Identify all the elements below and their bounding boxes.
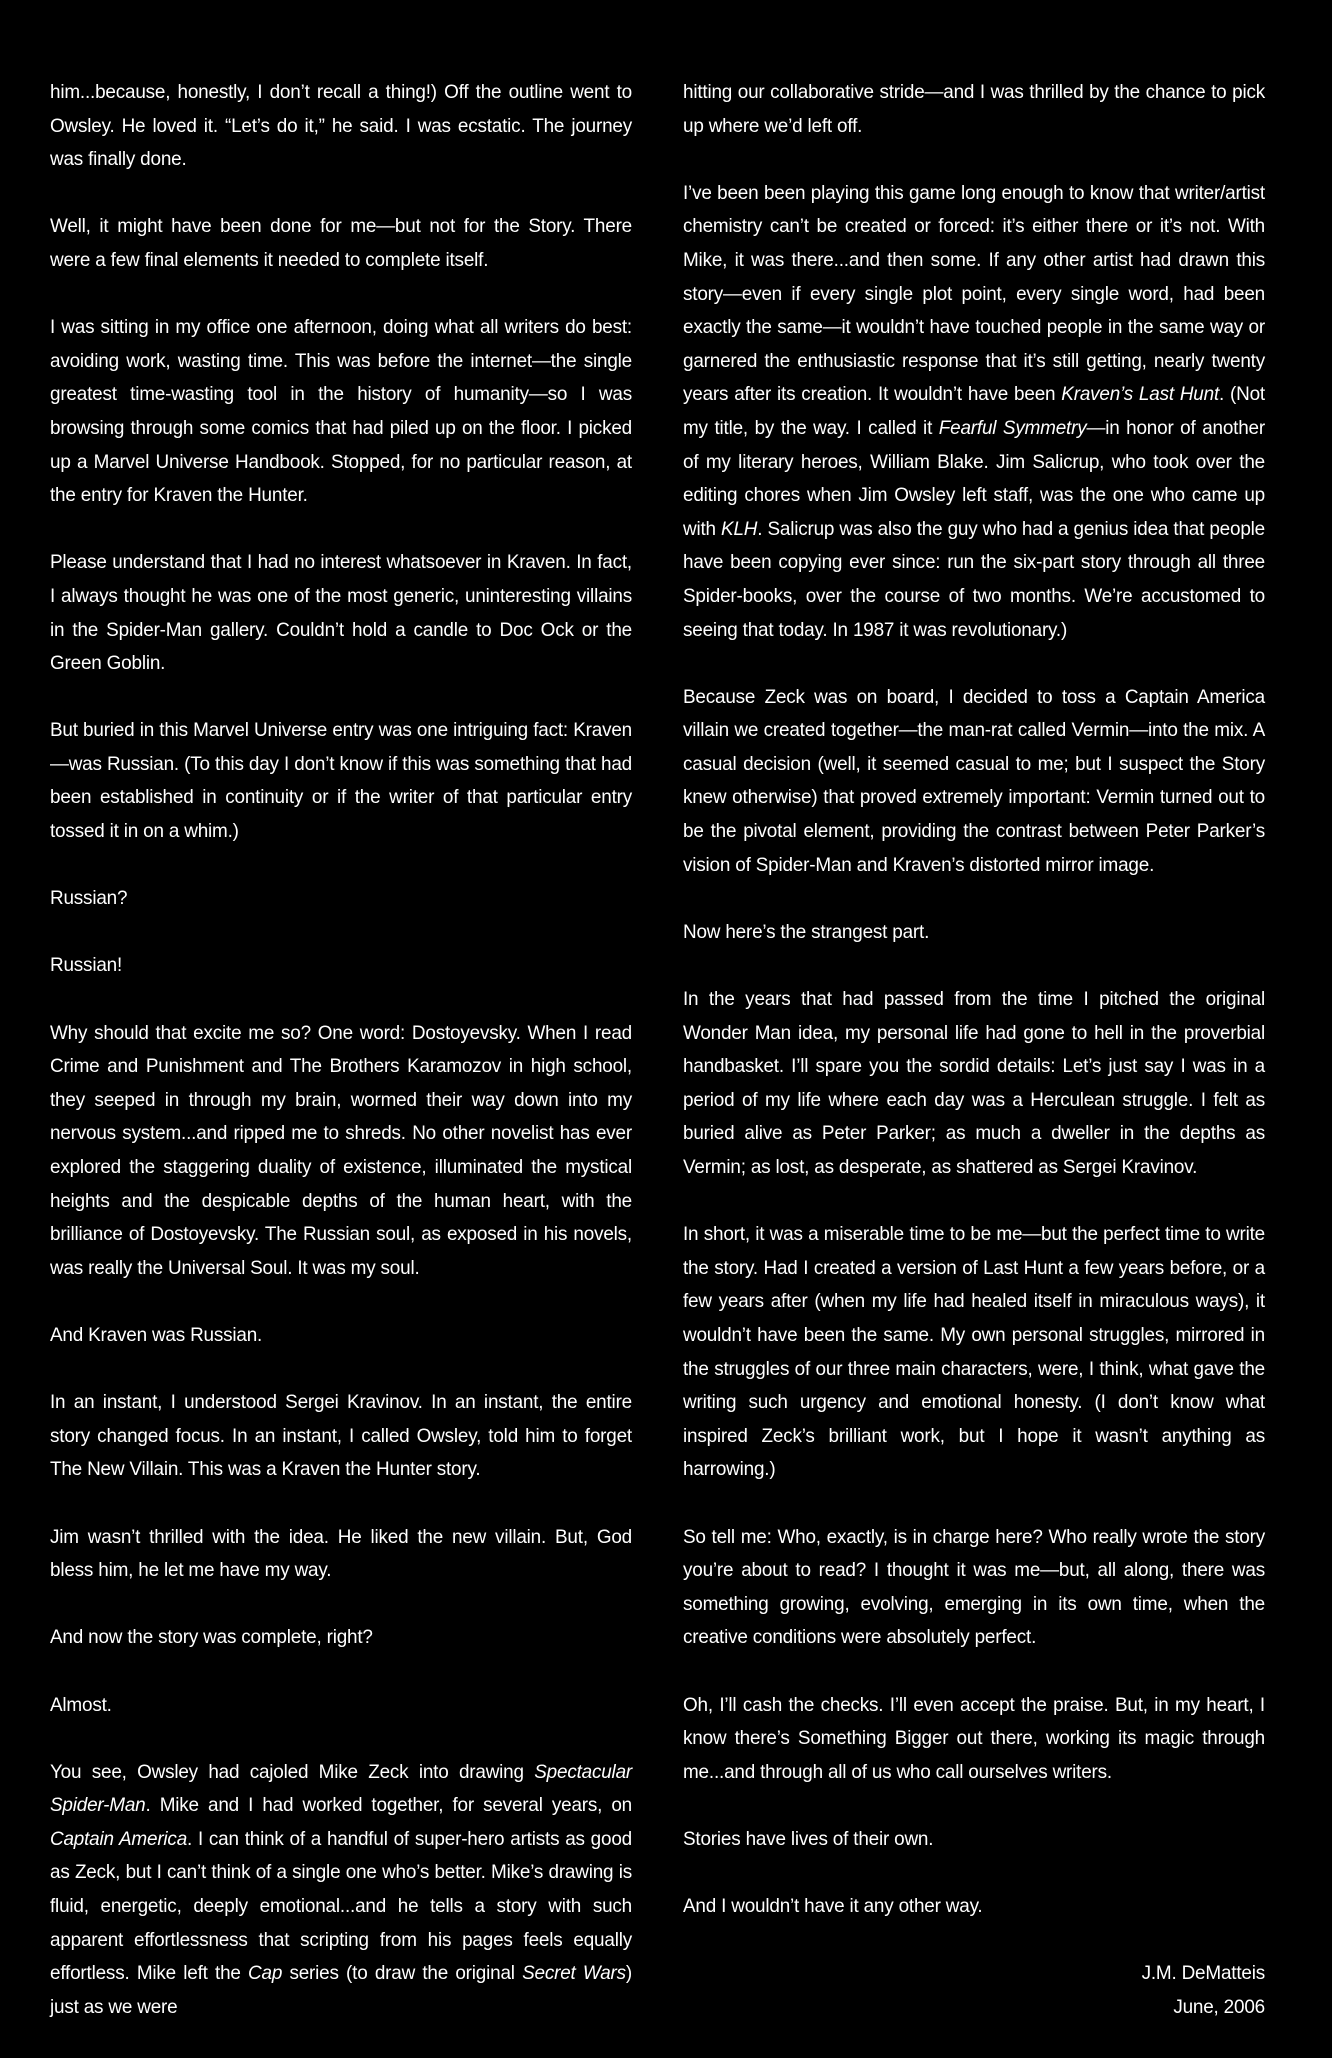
- right-text-column: [683, 76, 1265, 2024]
- text-run: . Salicrup was also the guy who had a genius idea that people have been copying ever since: run the six-part story through all three Spider-books, over the course of two months. We’re accustomed to seeing that today. In 1987 it was revolutionary.): [683, 517, 1265, 641]
- left-text-column: [50, 76, 632, 2058]
- text-run: I’ve been been playing this game long enough to know that writer/artist chemistry can’t be created or forced: it’s either there or it’s not. With Mike, it was there...and then some. If any other artist had drawn this story—even if every single plot point, every single word, had been exactly the same—it wouldn’t have touched people in the same way or garnered the enthusiastic response that it’s still getting, nearly twenty years after its creation. It wouldn’t have been: [683, 181, 1265, 406]
- paragraph: Now here’s the strangest part.: [683, 920, 930, 943]
- text-run: —in honor of another of my literary heroes, William Blake. Jim Salicrup, who took over the editing chores when Jim Owsley left staff, was the one who came up with: [683, 416, 1265, 540]
- paragraph: Because Zeck was on board, I decided to toss a Captain America villain we created together—the man-rat called Vermin—into the mix. A casual decision (well, it seemed casual to me; but I suspect the Story knew otherwise) that proved extremely important: Vermin turned out to be the pivotal element, providing the contrast between Peter Parker’s vision of Spider-Man and Kraven’s distorted mirror image.: [683, 685, 1265, 876]
- paragraph-zeck: [50, 1756, 632, 2025]
- paragraph: So tell me: Who, exactly, is in charge here? Who really wrote the story you’re about to read? I thought it was me—but, all along, there was something growing, evolving, emerging in its own time, when the creative conditions were absolutely perfect.: [683, 1525, 1265, 1649]
- paragraph: Oh, I’ll cash the checks. I’ll even accept the praise. But, in my heart, I know there’s Something Bigger out there, working its magic through me...and through all of us who call ourselves writers.: [683, 1693, 1265, 1783]
- paragraph: hitting our collaborative stride—and I was thrilled by the chance to pick up where we’d left off.: [683, 81, 1265, 137]
- paragraph: In an instant, I understood Sergei Kravinov. In an instant, the entire story changed focus. In an instant, I called Owsley, told him to forget The New Villain. This was a Kraven the Hunter story.: [50, 1391, 632, 1481]
- paragraph-chemistry: [683, 177, 1265, 647]
- paragraph: Please understand that I had no interest whatsoever in Kraven. In fact, I always thought he was one of the most generic, uninteresting villains in the Spider-Man gallery. Couldn’t hold a candle to Doc Ock or the Green Goblin.: [50, 551, 632, 675]
- italic-title: Fearful Symmetry: [938, 416, 1087, 439]
- author-name: J.M. DeMatteis: [1141, 1962, 1265, 1985]
- signature-block: [683, 1957, 1265, 2024]
- text-run: . I can think of a handful of super-hero artists as good as Zeck, but I can’t think of a single one who’s better. Mike’s drawing is fluid, energetic, deeply emotional...and he tells a story with such apparent effortlessness that scripting from his pages feels equally effortless. Mike left the: [50, 1827, 632, 1985]
- italic-title: KLH: [721, 517, 758, 540]
- paragraph: But buried in this Marvel Universe entry was one intriguing fact: Kraven —was Russian. (To this day I don’t know if this was something that had been established in continuity or if the writer of that particular entry tossed it in on a whim.): [50, 719, 632, 843]
- paragraph: And Kraven was Russian.: [50, 1323, 263, 1346]
- text-run: You see, Owsley had cajoled Mike Zeck into drawing: [50, 1760, 535, 1783]
- paragraph: Almost.: [50, 1693, 112, 1716]
- paragraph: And now the story was complete, right?: [50, 1626, 373, 1649]
- italic-title: Captain America: [50, 1827, 188, 1850]
- paragraph: Russian!: [50, 954, 123, 977]
- paragraph: Well, it might have been done for me—but not for the Story. There were a few final elements it needed to complete itself.: [50, 215, 632, 271]
- italic-title: Secret Wars: [522, 1962, 626, 1985]
- italic-title: Spectacular Spider-Man: [50, 1760, 632, 1817]
- paragraph: And I wouldn’t have it any other way.: [683, 1895, 983, 1918]
- paragraph: In the years that had passed from the time I pitched the original Wonder Man idea, my personal life had gone to hell in the proverbial handbasket. I’ll spare you the sordid details: Let’s just say I was in a period of my life where each day was a Herculean struggle. I felt as buried alive as Peter Parker; as much a dweller in the depths as Vermin; as lost, as desperate, as shattered as Sergei Kravinov.: [683, 988, 1265, 1178]
- text-run: . Mike and I had worked together, for several years, on: [145, 1794, 632, 1817]
- text-run: series (to draw the original: [282, 1962, 523, 1985]
- paragraph: him...because, honestly, I don’t recall a thing!) Off the outline went to Owsley. He loved it. “Let’s do it,” he said. I was ecstatic. The journey was finally done.: [50, 81, 632, 171]
- paragraph: I was sitting in my office one afternoon, doing what all writers do best: avoiding work, wasting time. This was before the internet—the single greatest time-wasting tool in the history of humanity—so I was browsing through some comics that had piled up on the floor. I picked up a Marvel Universe Handbook. Stopped, for no particular reason, at the entry for Kraven the Hunter.: [50, 316, 632, 507]
- paragraph: Stories have lives of their own.: [683, 1827, 934, 1850]
- paragraph: Jim wasn’t thrilled with the idea. He liked the new villain. But, God bless him, he let me have my way.: [50, 1525, 632, 1582]
- paragraph: Russian?: [50, 887, 128, 910]
- text-run: . (Not my title, by the way. I called it: [683, 383, 1265, 439]
- text-run: ) just as we were: [50, 1962, 633, 2018]
- italic-title: Kraven’s Last Hunt: [1061, 383, 1220, 406]
- paragraph: Why should that excite me so? One word: Dostoyevsky. When I read Crime and Punishment and The Brothers Karamozov in high school, they seeped in through my brain, wormed their way down into my nervous system...and ripped me to shreds. No other novelist has ever explored the staggering duality of existence, illuminated the mystical heights and the despicable depths of the human heart, with the brilliance of Dostoyevsky. The Russian soul, as exposed in his novels, was really the Universal Soul. It was my soul.: [50, 1021, 632, 1279]
- paragraph: In short, it was a miserable time to be me—but the perfect time to write the story. Had I created a version of Last Hunt a few years before, or a few years after (when my life had healed itself in miraculous ways), it wouldn’t have been the same. My own personal struggles, mirrored in the struggles of our three main characters, were, I think, what gave the writing such urgency and emotional honesty. (I don’t know what inspired Zeck’s brilliant work, but I hope it wasn’t anything as harrowing.): [683, 1223, 1265, 1481]
- italic-title: Cap: [248, 1962, 283, 1985]
- signature-date: June, 2006: [1173, 1995, 1265, 2018]
